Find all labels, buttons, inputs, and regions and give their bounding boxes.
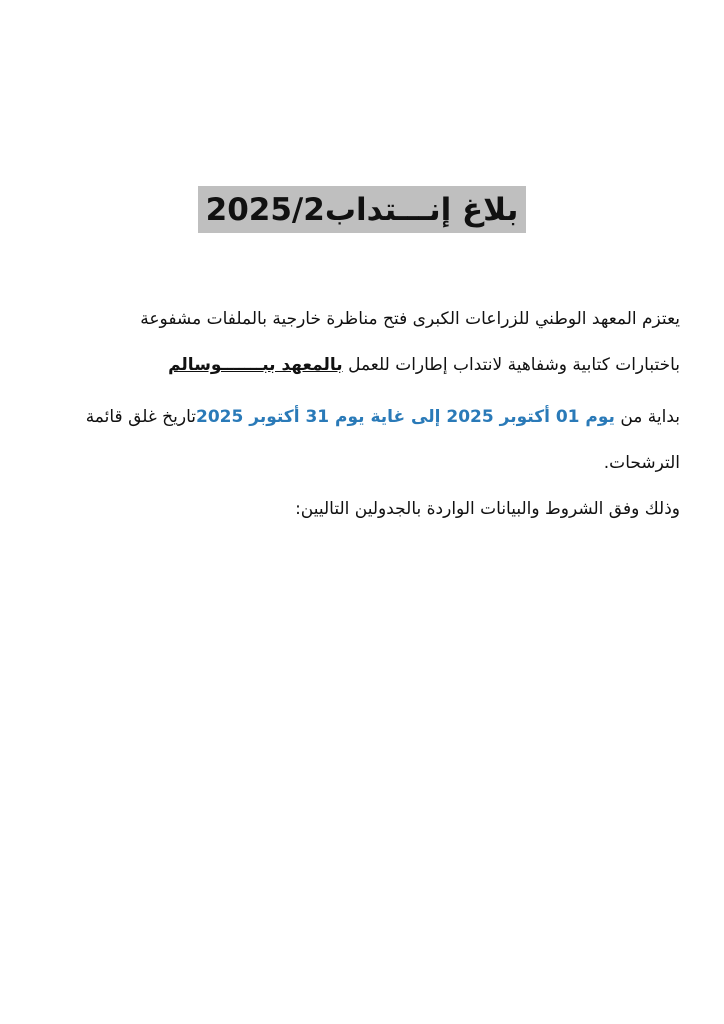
announcement-title: بلاغ إنـــتداب2025/2 bbox=[198, 186, 527, 233]
dates-prefix: بداية من bbox=[614, 407, 680, 427]
dates-line-2: الترشحات. bbox=[603, 453, 680, 473]
announcement-body bbox=[60, 296, 680, 532]
paragraph-dates bbox=[60, 394, 680, 486]
institute-location: بالمعهد ببـــــــوسالم bbox=[168, 355, 343, 375]
dates-suffix: تاريخ غلق قائمة bbox=[85, 407, 196, 427]
conditions-line: وذلك وفق الشروط والبيانات الواردة بالجدولين التاليين: bbox=[295, 499, 680, 519]
intro-line-2-prefix: باختبارات كتابية وشفاهية لانتداب إطارات للعمل bbox=[342, 355, 680, 375]
paragraph-intro bbox=[60, 296, 680, 388]
intro-line-1: يعتزم المعهد الوطني للزراعات الكبرى فتح مناظرة خارجية بالملفات مشفوعة bbox=[140, 309, 680, 329]
title-container bbox=[0, 186, 724, 233]
paragraph-conditions bbox=[60, 486, 680, 532]
date-range: يوم 01 أكتوبر 2025 إلى غاية يوم 31 أكتوبر 2025 bbox=[196, 407, 615, 427]
